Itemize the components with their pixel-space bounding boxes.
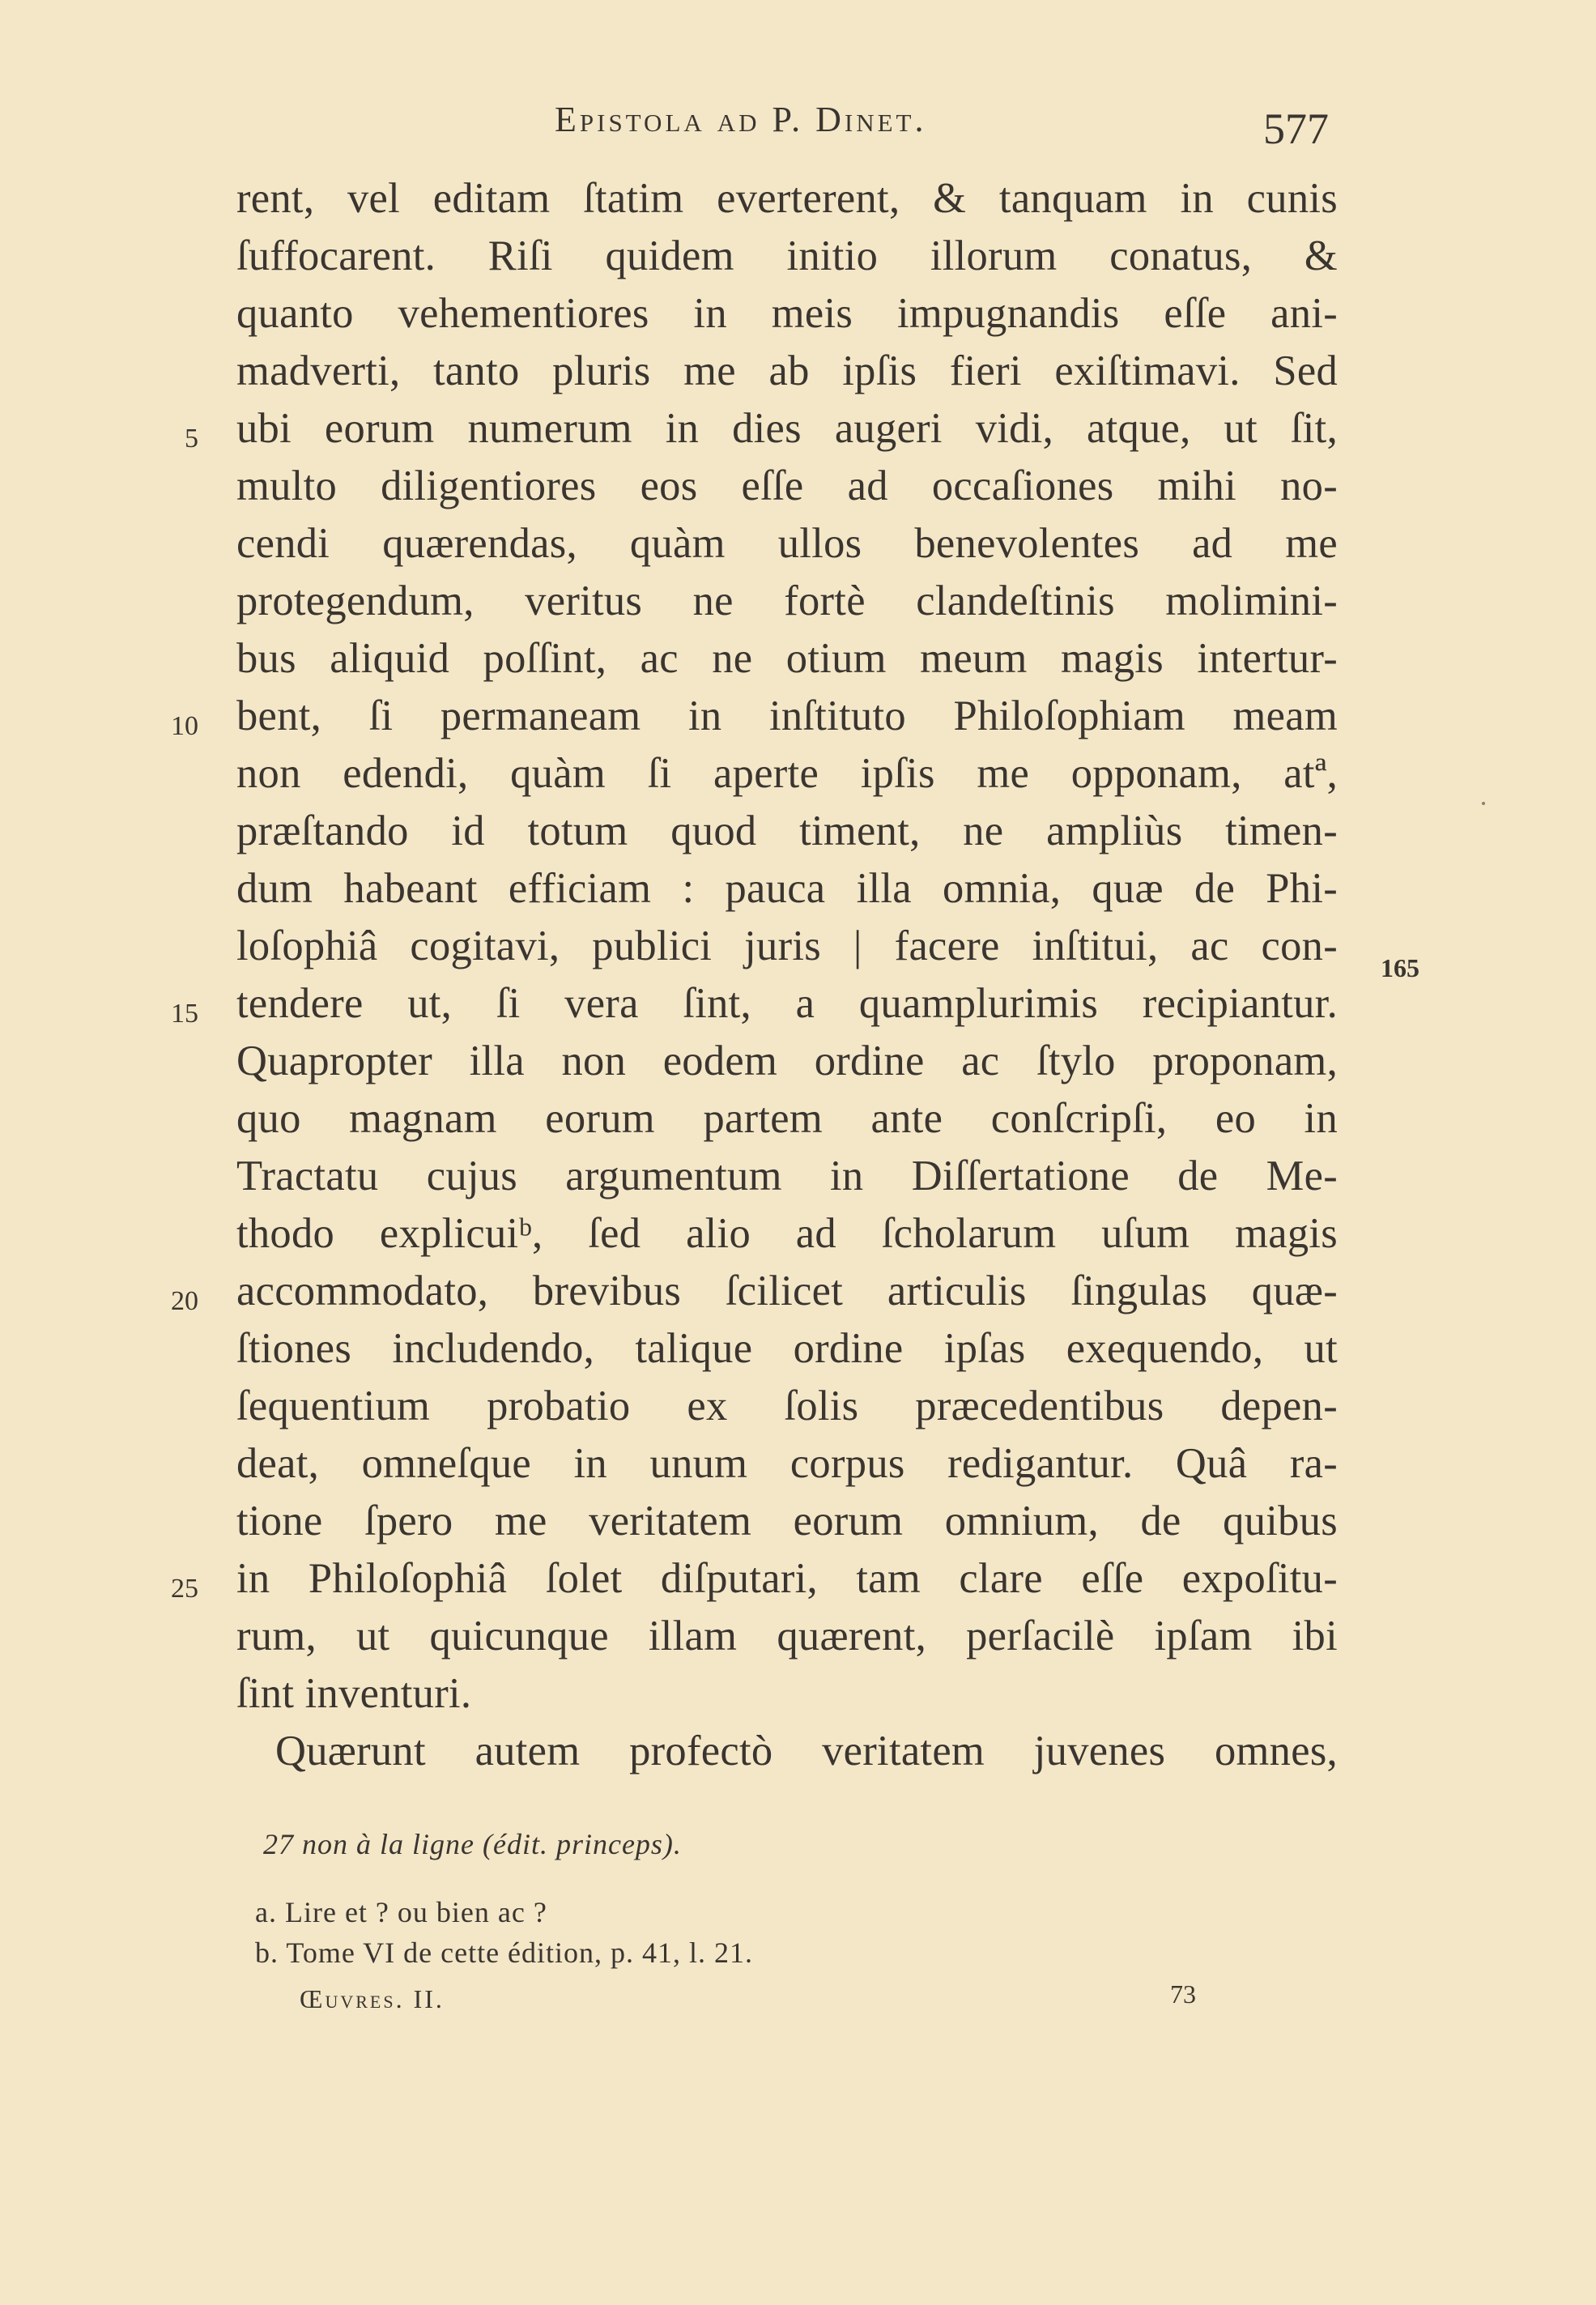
running-header: Epistola ad P. Dinet.	[555, 100, 927, 139]
signature-left: Œuvres. II.	[300, 1984, 445, 2013]
text-line: ubi eorum numerum in dies augeri vidi, atque, ut ſit,	[236, 405, 1338, 452]
signature-right: 73	[1170, 1979, 1196, 2009]
line-number: 10	[171, 711, 198, 741]
text-line: quo magnam eorum partem ante conſcripſi, eo in	[236, 1095, 1338, 1142]
text-line: multo diligentiores eos eſſe ad occaſiones mihi no-	[236, 462, 1338, 509]
margin-reference: 165	[1381, 953, 1419, 982]
text-line: madverti, tanto pluris me ab ipſis fieri exiſtimavi. Sed	[236, 347, 1338, 394]
line-number: 25	[171, 1574, 198, 1604]
text-line: cendi quærendas, quàm ullos benevolentes ad me	[236, 520, 1338, 567]
text-line: protegendum, veritus ne fortè clandeſtinis molimini-	[236, 577, 1338, 624]
text-line: bus aliquid poſſint, ac ne otium meum magis intertur-	[236, 635, 1338, 682]
text-line: tendere ut, ſi vera ſint, a quamplurimis recipiantur.	[236, 980, 1338, 1027]
text-line: quanto vehementiores in meis impugnandis eſſe ani-	[236, 290, 1338, 337]
text-line: accommodato, brevibus ſcilicet articulis ſingulas quæ-	[236, 1268, 1338, 1314]
text-line: rent, vel editam ſtatim everterent, & tanquam in cunis	[236, 175, 1338, 222]
text-line: dum habeant efficiam : pauca illa omnia, quæ de Phi-	[236, 865, 1338, 912]
line-number: 5	[185, 424, 198, 454]
text-line: bent, ſi permaneam in inſtituto Philoſophiam meam	[236, 692, 1338, 739]
variant-note: 27 non à la ligne (édit. princeps).	[263, 1828, 682, 1860]
text-line: ſuffocarent. Riſi quidem initio illorum conatus, &	[236, 232, 1338, 279]
text-line: ſtiones includendo, talique ordine ipſas exequendo, ut	[236, 1325, 1338, 1372]
text-line: rum, ut quicunque illam quærent, perſacilè ipſam ibi	[236, 1613, 1338, 1660]
text-line: loſophiâ cogitavi, publici juris | facere inſtitui, ac con-	[236, 922, 1338, 969]
text-line: Quapropter illa non eodem ordine ac ſtylo proponam,	[236, 1037, 1338, 1084]
text-line: non edendi, quàm ſi aperte ipſis me opponam, atª,	[236, 750, 1338, 797]
page-number: 577	[1263, 104, 1329, 153]
text-line: tione ſpero me veritatem eorum omnium, de quibus	[236, 1498, 1338, 1544]
text-line: ſint inventuri.	[236, 1670, 472, 1717]
line-number: 15	[171, 999, 198, 1029]
text-line: deat, omneſque in unum corpus redigantur. Quâ ra-	[236, 1440, 1338, 1487]
text-line: thodo explicuiᵇ, ſed alio ad ſcholarum uſum magis	[236, 1210, 1338, 1257]
stray-mark	[1482, 802, 1485, 805]
text-line: præſtando id totum quod timent, ne ampliùs timen-	[236, 807, 1338, 854]
text-line: in Philoſophiâ ſolet diſputari, tam clare eſſe expoſitu-	[236, 1555, 1338, 1602]
footnote-a: a. Lire et ? ou bien ac ?	[255, 1896, 547, 1928]
text-line: Tractatu cujus argumentum in Diſſertatione de Me-	[236, 1152, 1338, 1199]
body-text	[236, 170, 1338, 1780]
line-number: 20	[171, 1286, 198, 1316]
footnote-b: b. Tome VI de cette édition, p. 41, l. 21.	[255, 1936, 754, 1969]
text-line: ſequentium probatio ex ſolis præcedentibus depen-	[236, 1383, 1338, 1429]
text-line: Quærunt autem profectò veritatem juvenes omnes,	[275, 1728, 1338, 1775]
